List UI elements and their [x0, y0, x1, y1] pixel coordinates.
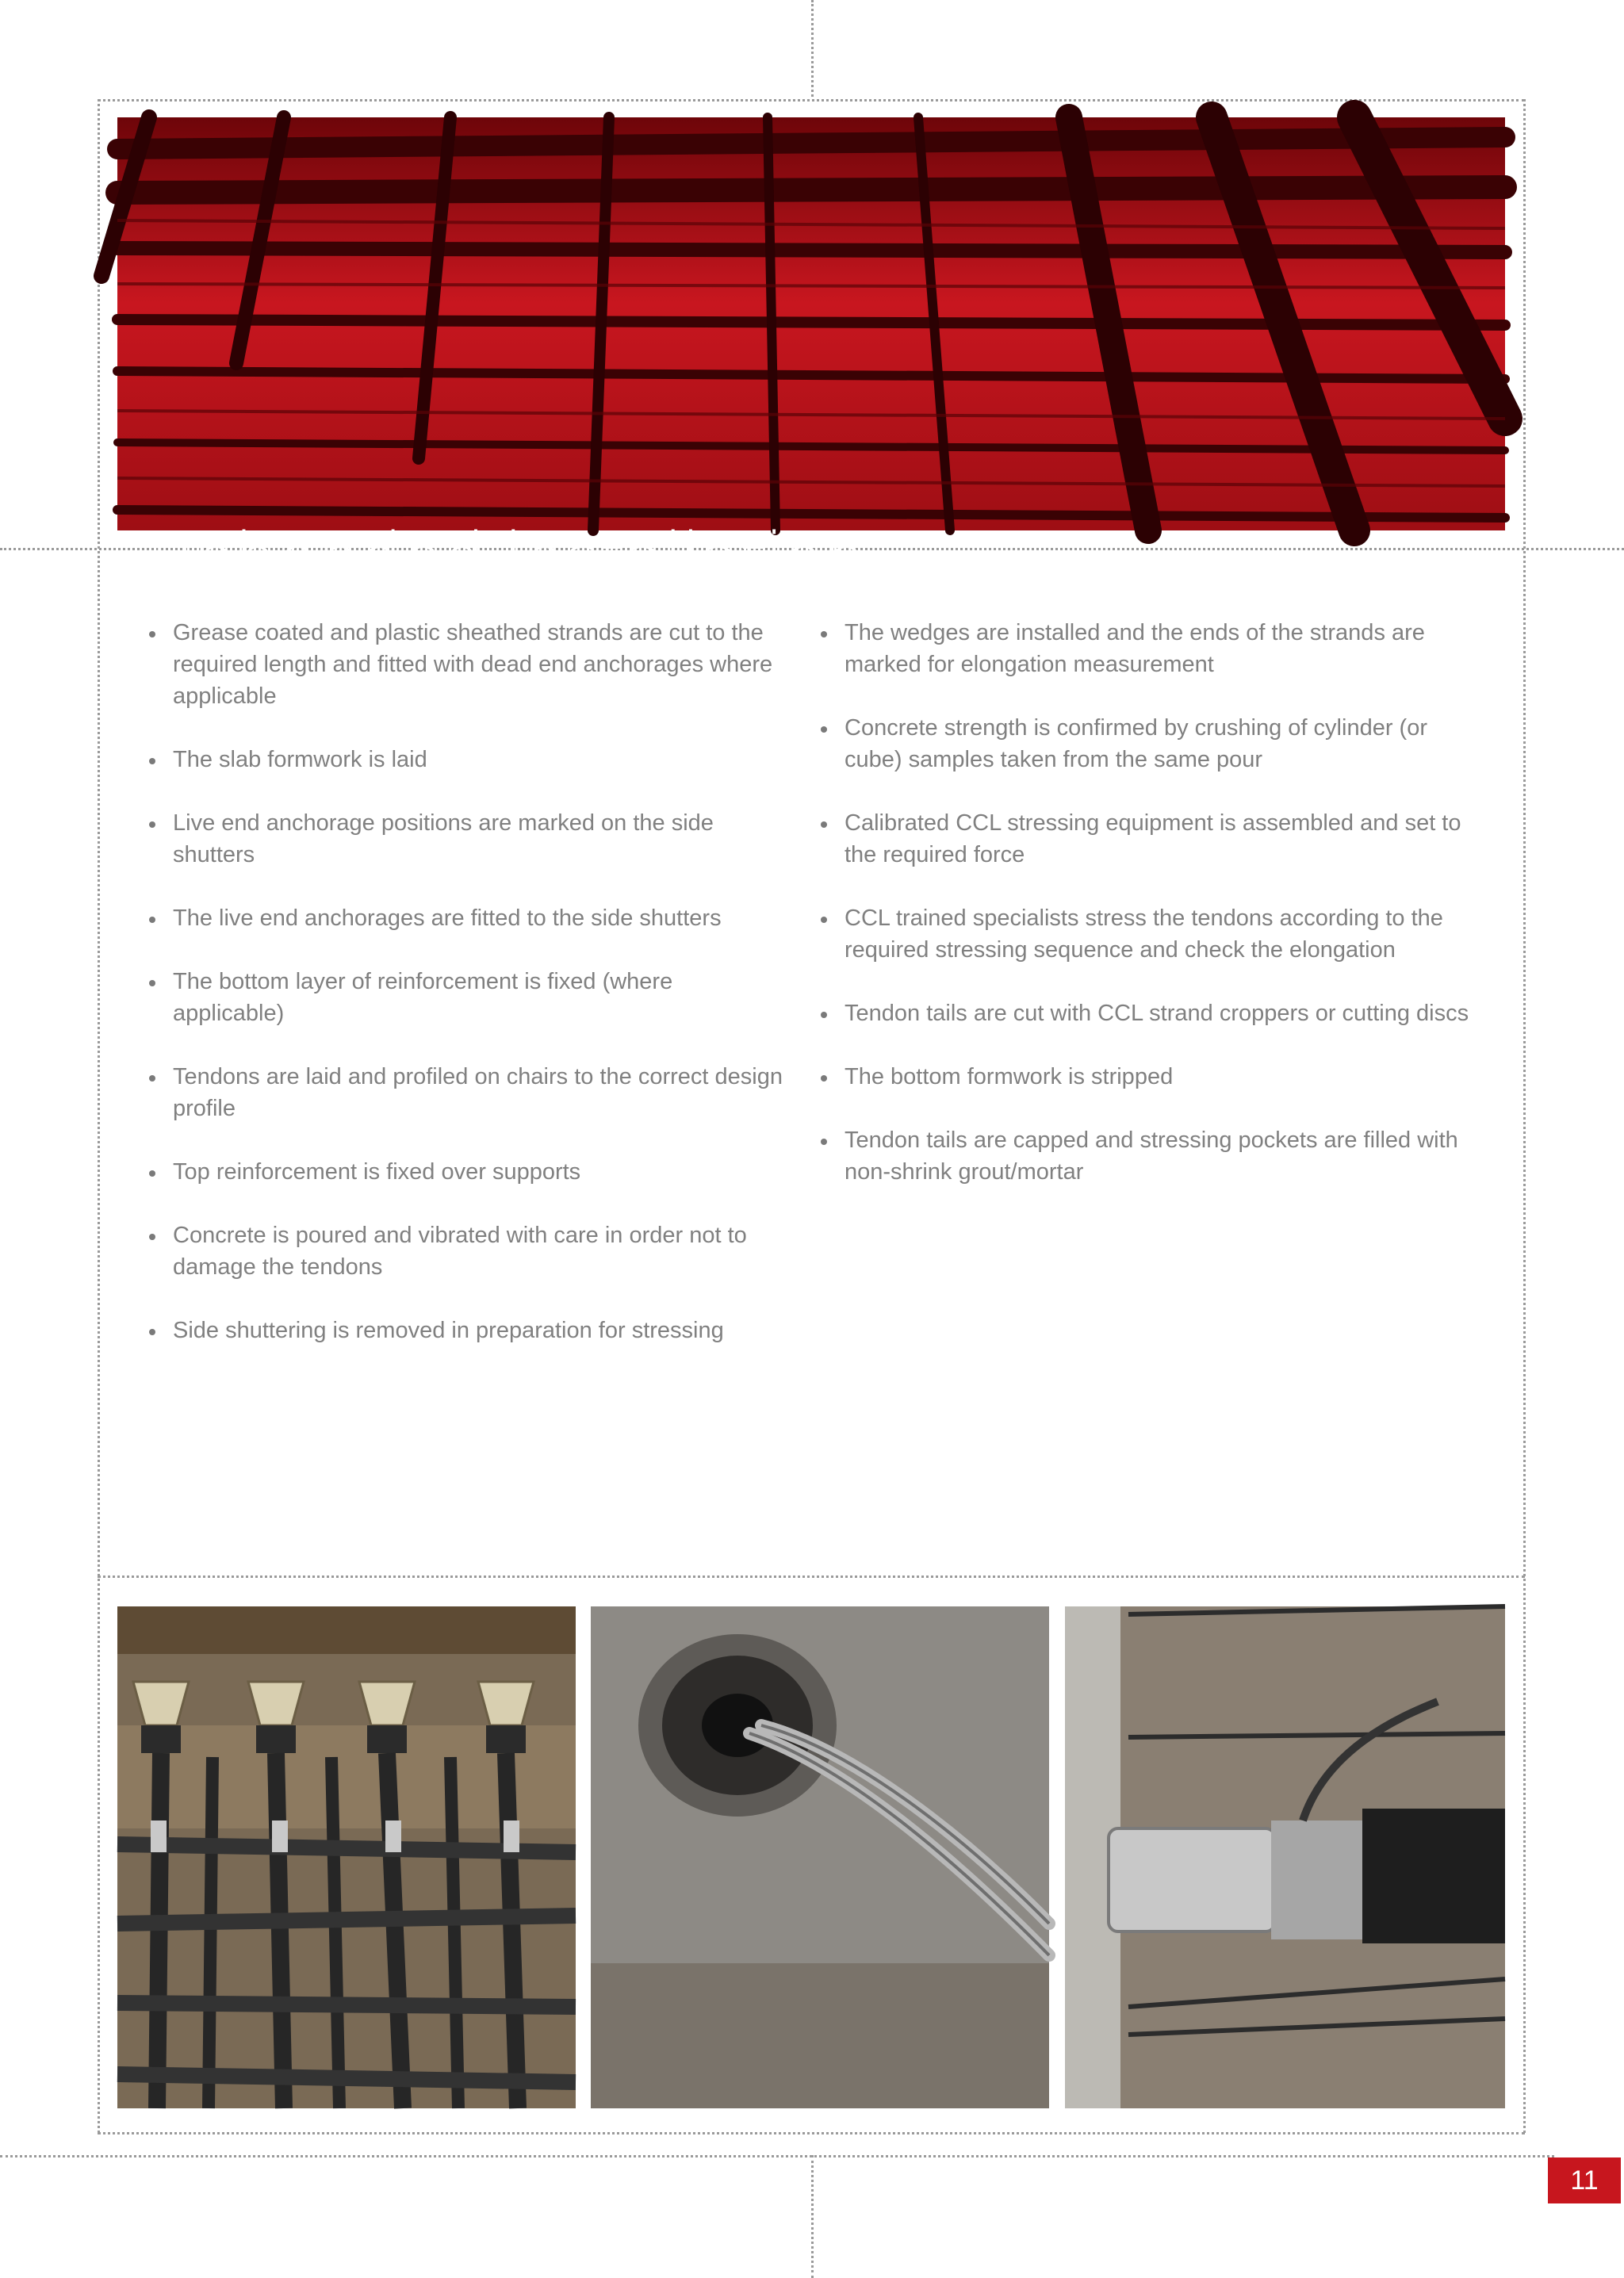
- rebar-grid-photo: [117, 117, 1505, 530]
- list-item: Live end anchorage positions are marked on the side shutters: [149, 807, 783, 871]
- list-item: Concrete is poured and vibrated with care in order not to damage the tendons: [149, 1219, 783, 1283]
- page-title: unbonded installation...: [151, 517, 926, 607]
- list-item: The bottom layer of reinforcement is fixed (where applicable): [149, 966, 783, 1029]
- fold-guide-top: [811, 0, 814, 97]
- list-item: The live end anchorages are fitted to the side shutters: [149, 902, 783, 934]
- photo-anchorages: [117, 1606, 576, 2108]
- photo-stressing-jack: [1065, 1606, 1505, 2108]
- hero-banner: [117, 117, 1505, 607]
- frame-bottom: [98, 2132, 1525, 2134]
- frame-lower-divider: [98, 1575, 1525, 1578]
- fold-guide-bottom: [811, 2155, 814, 2278]
- list-item: Side shuttering is removed in preparation for stressing: [149, 1315, 783, 1346]
- frame-left: [98, 99, 100, 2133]
- list-item: The slab formwork is laid: [149, 744, 783, 775]
- list-item: The bottom formwork is stripped: [821, 1061, 1471, 1093]
- frame-top: [98, 99, 1525, 101]
- list-item: The wedges are installed and the ends of the strands are marked for elongation measurement: [821, 617, 1471, 680]
- list-item: Concrete strength is confirmed by crushing of cylinder (or cube) samples taken from the same pour: [821, 712, 1471, 775]
- list-item: Grease coated and plastic sheathed strands are cut to the required length and fitted with dead end anchorages where applicable: [149, 617, 783, 712]
- list-item: Tendon tails are cut with CCL strand croppers or cutting discs: [821, 997, 1471, 1029]
- frame-right: [1523, 99, 1526, 2133]
- bleed-line: [0, 2155, 1554, 2157]
- photo-stressing-pocket: [591, 1606, 1049, 2108]
- list-item: Top reinforcement is fixed over supports: [149, 1156, 783, 1188]
- list-item: Calibrated CCL stressing equipment is assembled and set to the required force: [821, 807, 1471, 871]
- list-item: Tendons are laid and profiled on chairs to the correct design profile: [149, 1061, 783, 1124]
- steps-list-left: [149, 617, 783, 1378]
- steps-list-right: [821, 617, 1471, 1219]
- list-item: Tendon tails are capped and stressing pockets are filled with non-shrink grout/mortar: [821, 1124, 1471, 1188]
- page-number-badge: 11: [1548, 2157, 1621, 2203]
- list-item: CCL trained specialists stress the tendons according to the required stressing sequence and check the elongation: [821, 902, 1471, 966]
